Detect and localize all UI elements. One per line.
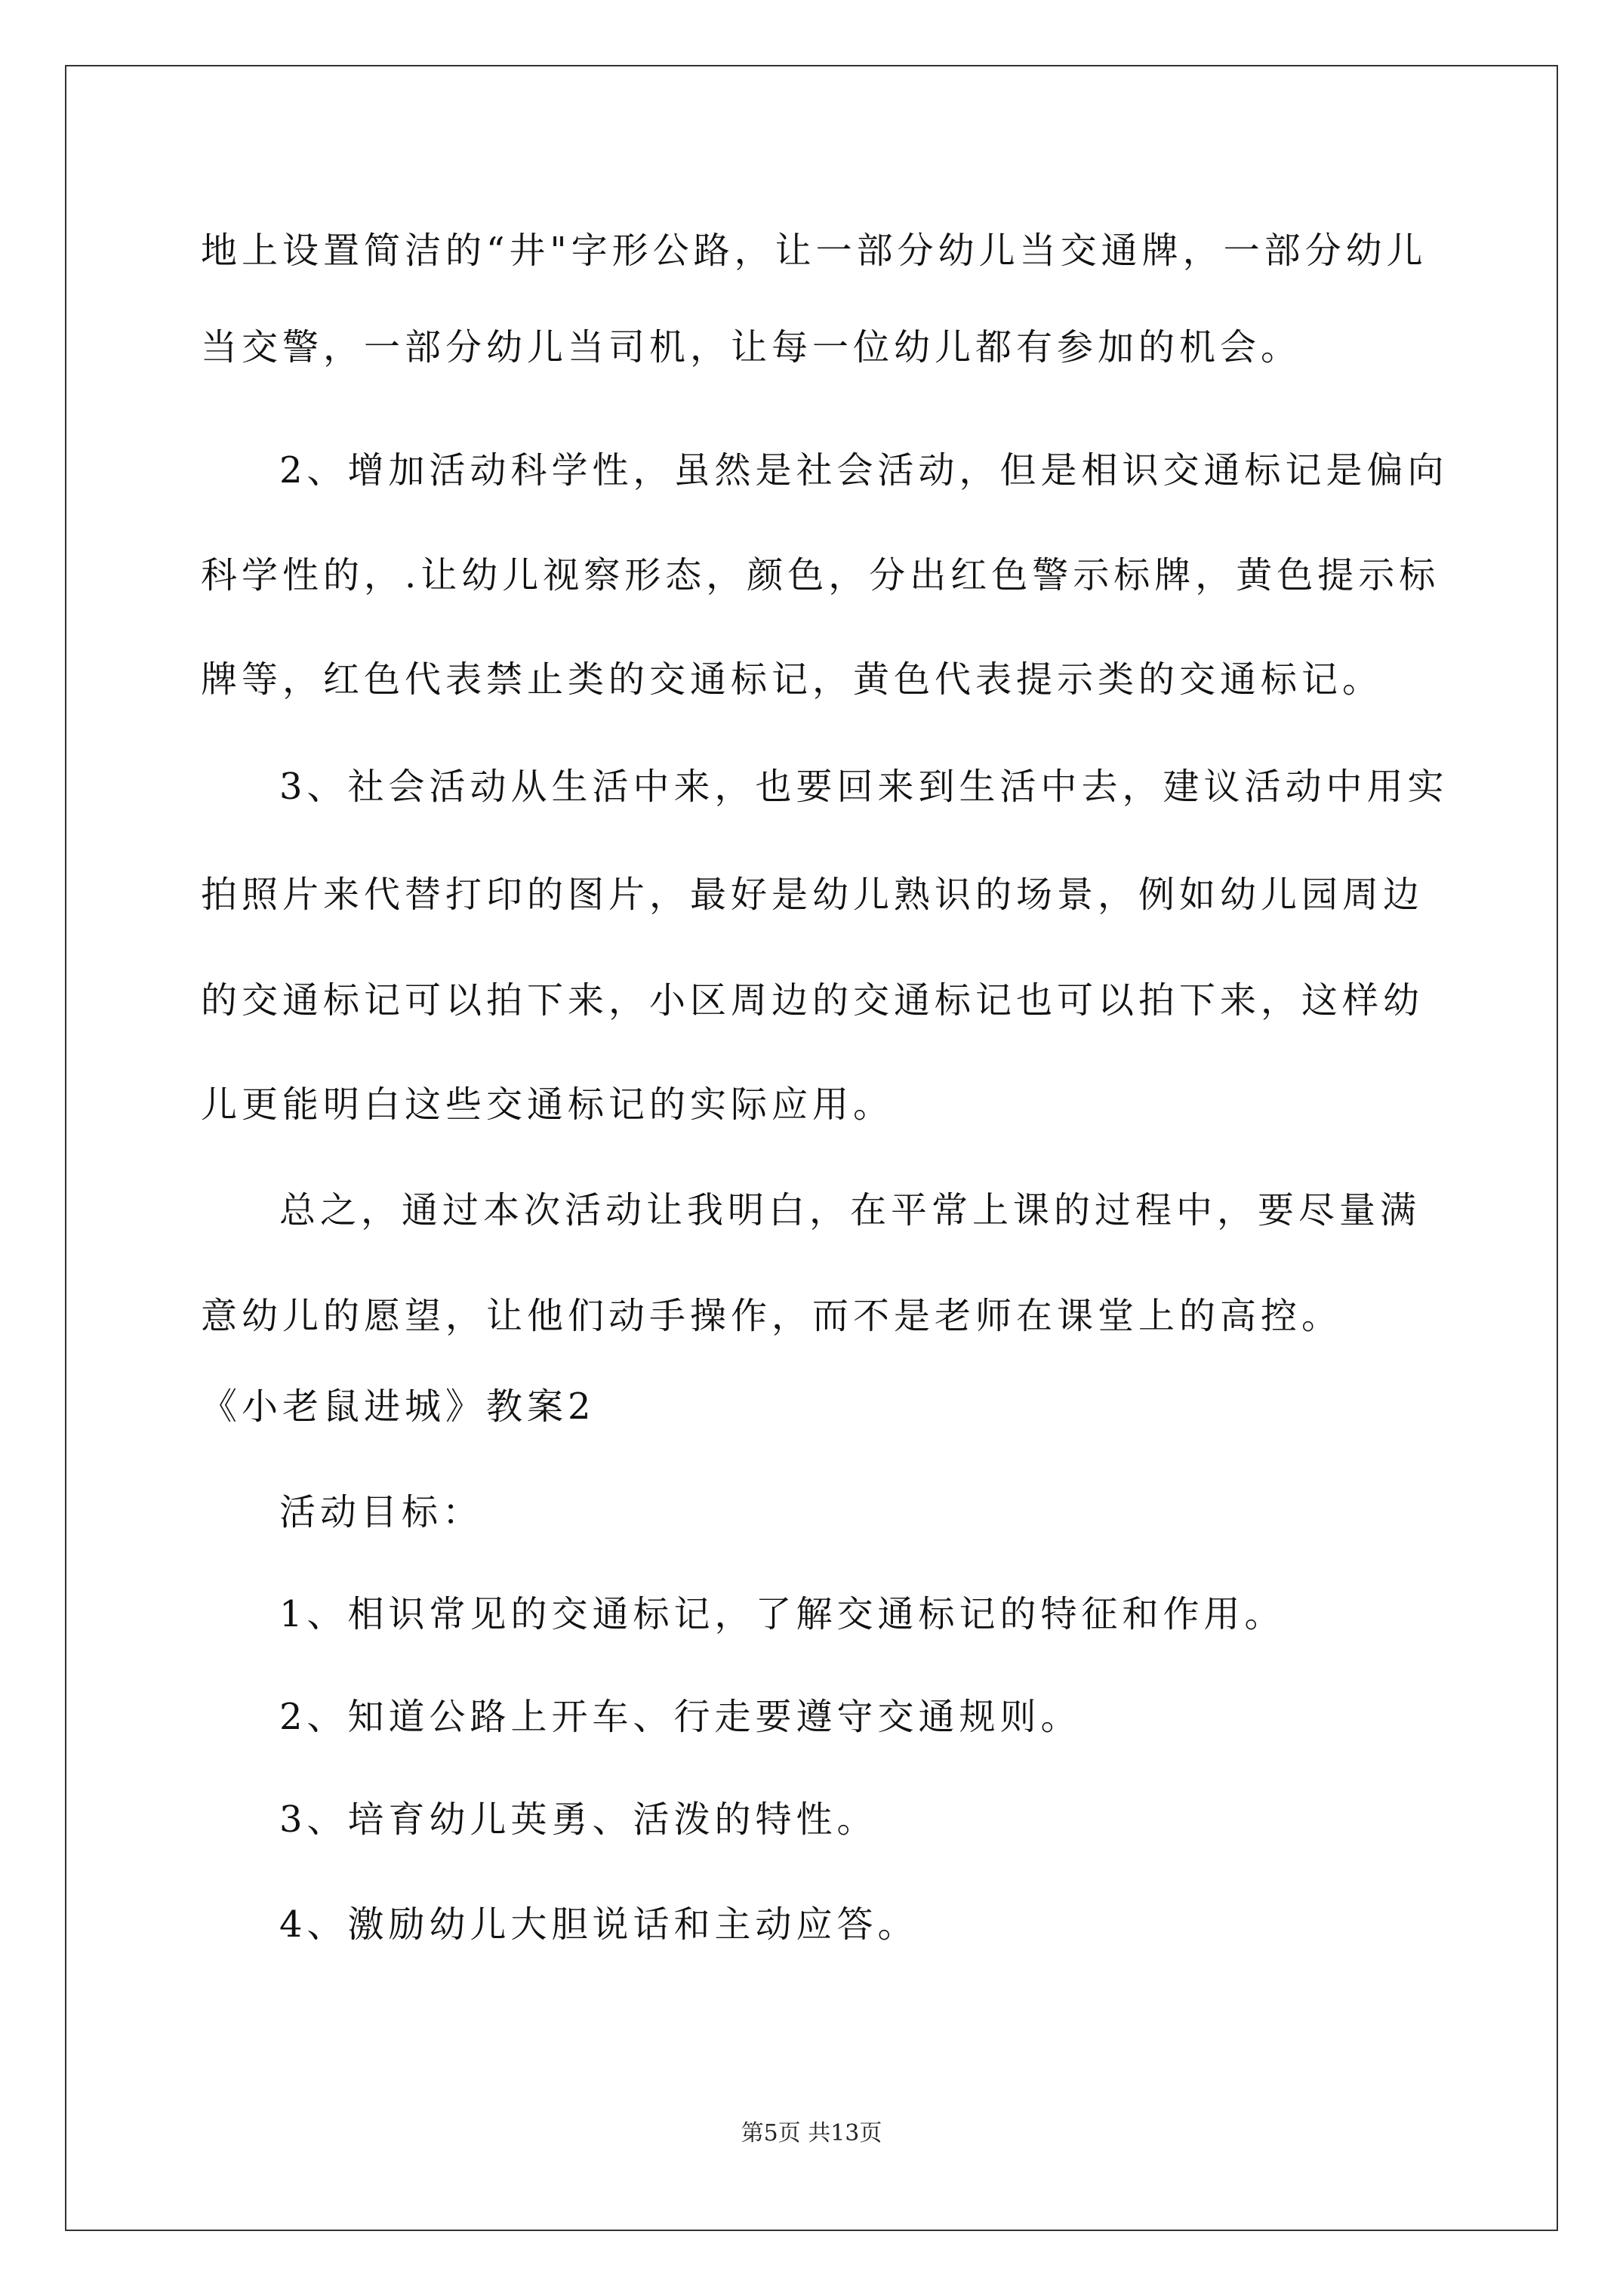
paragraph-line: 意幼儿的愿望，让他们动手操作，而不是老师在课堂上的高控。 (201, 1295, 1343, 1337)
paragraph-line: 总之，通过本次活动让我明白，在平常上课的过程中，要尽量满 (279, 1189, 1421, 1231)
list-item: 1、相识常见的交通标记，了解交通标记的特征和作用。 (279, 1593, 1286, 1635)
paragraph-line: 3、社会活动从生活中来，也要回来到生活中去，建议活动中用实 (279, 766, 1449, 808)
paragraph-line: 牌等，红色代表禁止类的交通标记，黄色代表提示类的交通标记。 (201, 658, 1384, 701)
paragraph-line: 的交通标记可以拍下来，小区周边的交通标记也可以拍下来，这样幼 (201, 979, 1424, 1022)
paragraph-line: 2、增加活动科学性，虽然是社会活动，但是相识交通标记是偏向 (279, 449, 1449, 492)
list-item: 3、培育幼儿英勇、活泼的特性。 (279, 1798, 878, 1841)
page-number-footer: 第5页 共13页 (741, 2120, 882, 2147)
section-heading: 《小老鼠进城》教案2 (201, 1385, 596, 1428)
paragraph-line: 儿更能明白这些交通标记的实际应用。 (201, 1083, 895, 1126)
list-item: 4、激励幼儿大胆说话和主动应答。 (279, 1903, 919, 1946)
paragraph-line: 活动目标： (279, 1491, 484, 1533)
list-item: 2、知道公路上开车、行走要遵守交通规则。 (279, 1696, 1082, 1738)
paragraph-line: 拍照片来代替打印的图片，最好是幼儿熟识的场景，例如幼儿园周边 (201, 874, 1424, 916)
paragraph-line: 当交警，一部分幼儿当司机，让每一位幼儿都有参加的机会。 (201, 326, 1302, 368)
paragraph-line: 科学性的，.让幼儿视察形态，颜色，分出红色警示标牌，黄色提示标 (201, 554, 1440, 596)
paragraph-line: 地上设置简洁的“井"字形公路，让一部分幼儿当交通牌，一部分幼儿 (201, 230, 1427, 272)
